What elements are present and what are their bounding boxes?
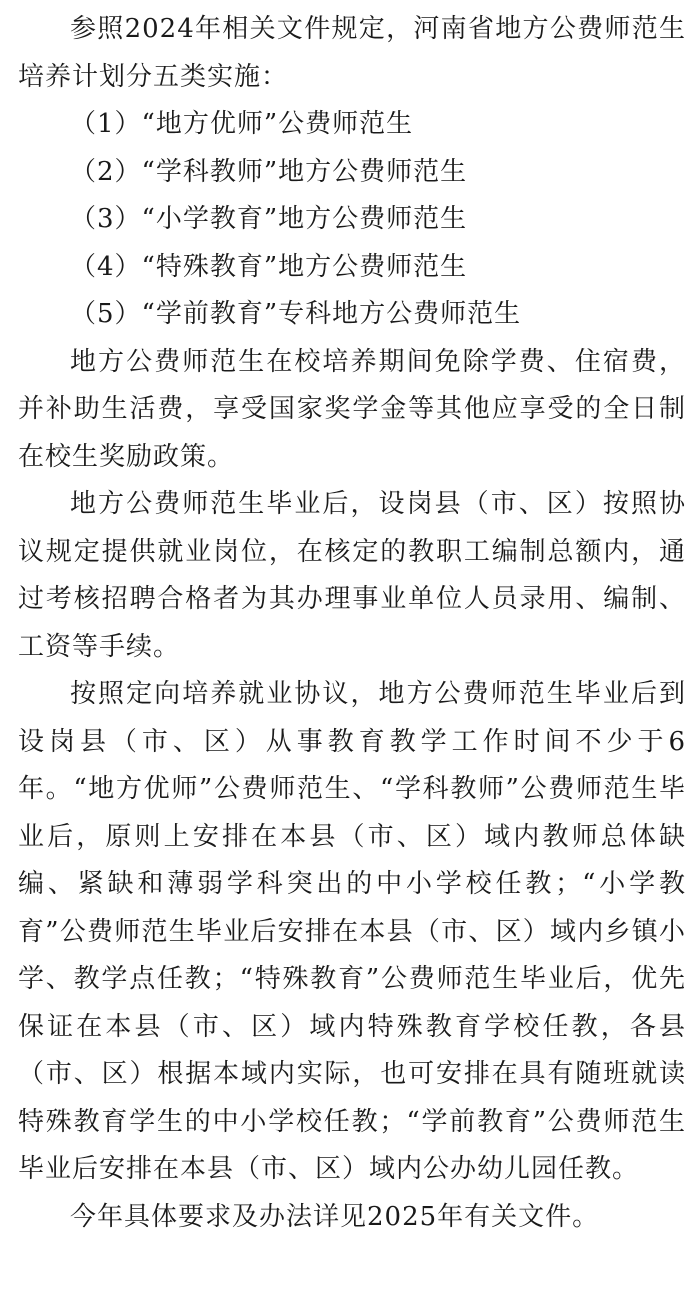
category-item-1: （1）“地方优师”公费师范生	[70, 109, 414, 139]
category-item-2: （2）“学科教师”地方公费师范生	[70, 156, 468, 187]
category-item-3: （3）“小学教育”地方公费师范生	[70, 204, 468, 234]
closing-paragraph: 今年具体要求及办法详见2025年有关文件。	[70, 1201, 600, 1232]
employment-paragraph: 地方公费师范生毕业后，设岗县（市、区）按照协议规定提供就业岗位，在核定的教职工编制总额内，通过考核招聘合格者为其办理事业单位人员录用、编制、工资等手续。	[18, 489, 686, 662]
benefits-paragraph: 地方公费师范生在校培养期间免除学费、住宿费，并补助生活费，享受国家奖学金等其他应享受的全日制在校生奖励政策。	[18, 346, 686, 472]
intro-paragraph: 参照2024年相关文件规定，河南省地方公费师范生培养计划分五类实施：	[18, 14, 686, 92]
category-item-5: （5）“学前教育”专科地方公费师范生	[70, 299, 522, 329]
category-list	[18, 101, 686, 339]
service-terms-paragraph: 按照定向培养就业协议，地方公费师范生毕业后到设岗县（市、区）从事教育教学工作时间不少于6年。“地方优师”公费师范生、“学科教师”公费师范生毕业后，原则上安排在本县（市、区）域内教师总体缺编、紧缺和薄弱学科突出的中小学校任教；“小学教育”公费师范生毕业后安排在本县（市、区）域内乡镇小学、教学点任教；“特殊教育”公费师范生毕业后，优先保证在本县（市、区）域内特殊教育学校任教，各县（市、区）根据本域内实际，也可安排在具有随班就读特殊教育学生的中小学校任教；“学前教育”公费师范生毕业后安排在本县（市、区）域内公办幼儿园任教。	[18, 679, 686, 1184]
category-item-4: （4）“特殊教育”地方公费师范生	[70, 251, 468, 282]
